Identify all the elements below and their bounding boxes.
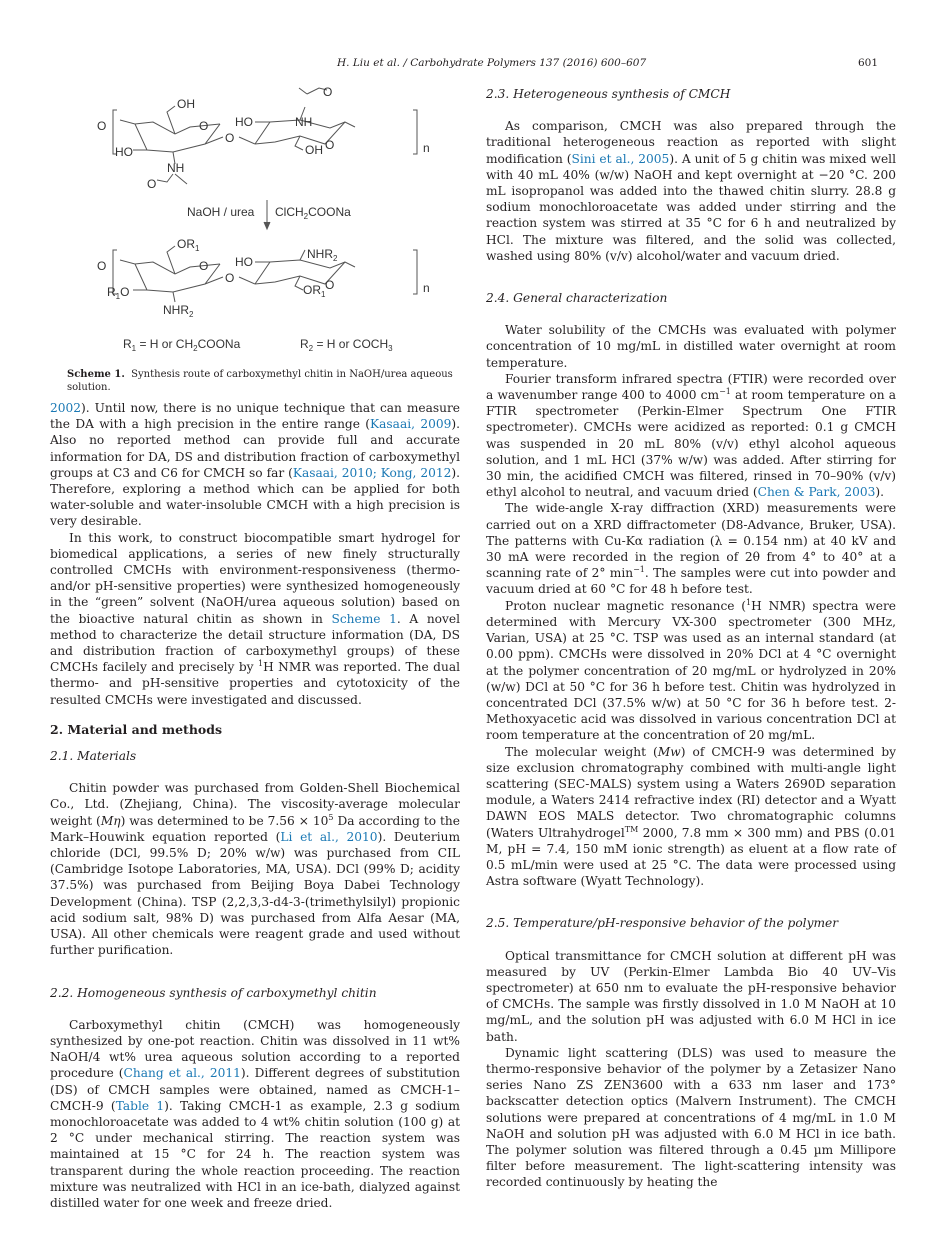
subsection-heading-homogeneous-synthesis: 2.2. Homogeneous synthesis of carboxymethyl chitin (50, 985, 377, 1000)
citation-link-chen-park-2003[interactable]: Chen & Park, 2003 (757, 485, 876, 500)
section-heading-material-methods: 2. Material and methods (50, 721, 223, 737)
heterogeneous-synthesis-paragraph: As comparison, CMCH was also prepared through the traditional heterogeneous reaction as reported with slight modification (Sini et al., 2005). A unit of 5 g chitin was mixed well with 40 mL 40% (w/w) NaOH and kept overnight at −20 °C. 200 mL isopropanol was added into the thawed chitin slurry. 28.8 g sodium monochloroacetate was added under stirring and the reaction system was stirred at 35 °C for 6 h and neutralized by HCl. The mixture was filtered, and the solid was collected, washed using 80% (v/v) alcohol/water and vacuum dried. (486, 119, 896, 263)
journal-citation: H. Liu et al. / Carbohydrate Polymers 137 (2016) 600–607 (337, 57, 647, 69)
subsection-heading-heterogeneous-synthesis: 2.3. Heterogeneous synthesis of CMCH (486, 87, 731, 101)
o-label: O (97, 119, 107, 133)
svg-text:OH: OH (177, 97, 195, 111)
svg-text:O: O (147, 177, 157, 191)
subsection-heading-materials: 2.1. Materials (50, 749, 137, 764)
svg-text:n: n (423, 141, 430, 155)
homogeneous-synthesis-paragraph: Carboxymethyl chitin (CMCH) was homogeneously synthesized by one-pot reaction. Chitin was dissolved in 11 wt% NaOH/4 wt% urea aqueous solution according to a reported procedure (Chang et al., 2011). Different degrees of substitution (DS) of CMCH samples were obtained, named as CMCH-1–CMCH-9 (Table 1). Taking CMCH-1 as example, 2.3 g sodium monochloroacetate was added to 4 wt% chitin solution (100 g) at 2 °C under mechanical stirring. The reaction system was maintained at 15 °C for 24 h. The reaction system was transparent during the whole reaction proceeding. The reaction mixture was neutralized with HCl in an ice-bath, dialyzed against distilled water for one week and freeze dried. (50, 1017, 460, 1210)
svg-text:NH: NH (167, 161, 185, 175)
svg-text:O: O (97, 259, 107, 273)
svg-text:O: O (323, 85, 333, 99)
materials-paragraph: Chitin powder was purchased from Golden-Shell Biochemical Co., Ltd. (Zhejiang, China). The viscosity-average molecular weight (Mη) was determined to be $7.56 \times 10^5$ Da according to the Mark–Houwink equation reported (Li et al., 2010). Deuterium chloride (DCl, 99.5% D; 20% w/w) was purchased from CIL (Cambridge Isotope Laboratories, MA, USA). DCl (99% D; acidity 37.5%) was purchased from Beijing Boya Dabei Technology Development (China). TSP (2,2,3,3-d4-3-(trimethylsilyl) propionic acid sodium salt, 98% D) was purchased from Alfa Aesar (MA, USA). All other chemicals were reagent grade and used without further purification. (50, 781, 461, 958)
svg-text:NHR2: $NHR_2$ (163, 303, 194, 319)
svg-text:ClCH2COONa: ClCH$_2$COONa (275, 205, 351, 221)
svg-text:O: O (199, 119, 209, 133)
svg-text:R2 = H or COCH3: $R_2 = H$ or $COCH_3$ (300, 337, 393, 353)
molecular-weight-paragraph: The molecular weight (Mw) of CMCH-9 was determined by size exclusion chromatography combined with multi-angle light scattering (SEC-MALS) system using a Waters 2690D separation module, a Waters 2414 refractive index (RI) detector and a Wyatt DAWN EOS MALS detector. Two chromatographic columns (Waters Ultrahydrogel™ 2000, 7.8 mm × 300 mm) and PBS (0.01 M, pH = 7.4, 150 mM ionic strength) as eluent at a flow rate of 0.5 mL/min were used at 25 °C. The data were processed using Astra software (Wyatt Technology). (486, 744, 897, 889)
caption-label: Scheme 1. (67, 369, 125, 380)
svg-text:O: O (199, 259, 209, 273)
caption-text: Synthesis route of carboxymethyl chitin in NaOH/urea aqueous solution. (67, 369, 453, 393)
subsection-heading-temperature-ph-behavior: 2.5. Temperature/pH-responsive behavior of the polymer (486, 916, 839, 931)
citation-link-2002[interactable]: 2002 (50, 401, 82, 415)
intro-paragraph-this-work: In this work, to construct biocompatible smart hydrogel for biomedical applications, a series of new finely structurally controlled CMCHs with environment-responsiveness (thermo- and/or pH-sensitive properties) were synthesized homogeneously in the “green” solvent (NaOH/urea aqueous solution) based on the bioactive natural chitin as shown in Scheme 1. A novel method to characterize the detail structure information (DA, DS and distribution fraction of carboxymethyl groups) of these CMCHs facilely and precisely by $^1$H NMR was reported. The dual thermo- and pH-sensitive properties and cytotoxicity of the resulted CMCHs were investigated and discussed. (50, 530, 460, 707)
svg-text:HO: HO (235, 255, 253, 269)
svg-text:R1 = H or CH2COONa: $R_1 = H$ or $CH_2COONa$ (123, 337, 241, 353)
reagent-left: NaOH / urea (187, 205, 255, 219)
citation-link-li-2010[interactable]: Li et al., 2010 (280, 829, 378, 844)
running-header (0, 57, 926, 71)
scheme-1-link[interactable]: Scheme 1 (331, 611, 397, 626)
svg-text:NH: NH (295, 115, 313, 129)
optical-transmittance-paragraph: Optical transmittance for CMCH solution at different pH was measured by UV (Perkin-Elmer Lambda Bio 40 UV–Vis spectrometer) at 650 nm to evaluate the pH-responsive behavior of CMCHs. The sample was firstly dissolved in 1.0 M NaOH at 10 mg/mL, and the solution pH was adjusted with 6.0 M HCl in ice bath. (486, 948, 896, 1044)
subsection-heading-general-characterization: 2.4. General characterization (486, 291, 668, 306)
dls-paragraph: Dynamic light scattering (DLS) was used to measure the thermo-responsive behavior of the polymer by a Zetasizer Nano series Nano ZS ZEN3600 with a 633 nm laser and 173° backscatter detection optics (Malvern Instrument). The CMCH solutions were prepared at concentrations of 4 mg/mL in 1.0 M NaOH and solution pH was adjusted with 6.0 M HCl in ice bath. The polymer solution was filtered through a 0.45 µm Millipore filter before measurement. The light-scattering intensity was recorded continuously by heating the (486, 1045, 896, 1190)
svg-text:O: O (325, 138, 335, 152)
svg-text:n: n (423, 281, 430, 295)
chitin-reaction-scheme-diagram (95, 82, 440, 357)
svg-text:OR1: $OR_1$ (303, 283, 326, 299)
svg-text:NHR2: $NHR_2$ (307, 247, 338, 263)
right-column (486, 86, 896, 1191)
page-number: 601 (858, 57, 879, 69)
svg-text:O: O (225, 271, 235, 285)
nmr-paragraph: Proton nuclear magnetic resonance ($^1$H NMR) spectra were determined with Mercury VX-300 spectrometer (300 MHz, Varian, USA) at 25 °C. TSP was used as an internal standard (at 0.00 ppm). CMCHs were dissolved in 20% DCl at 4 °C overnight at the polymer concentration of 20 mg/mL or hydrolyzed in 20% (w/w) DCl at 50 °C for 36 h before test. Chitin was hydrolyzed in concentrated DCl (37.5% w/w) at 50 °C for 36 h before test. 2-Methoxyacetic acid was dissolved in various concentration DCl at room temperature at the concentration of 20 mg/mL. (486, 597, 896, 743)
svg-text:R1O: $R_1O$ (107, 285, 130, 301)
svg-text:O: O (325, 278, 335, 292)
intro-continuation-paragraph: 2002). Until now, there is no unique technique that can measure the DA with a high precision in the entire range (Kasaai, 2009). Also no reported method can provide full and accurate information for DA, DS and distribution fraction of carboxymethyl groups at C3 and C6 for CMCH so far (Kasaai, 2010; Kong, 2012). Therefore, exploring a method which can be applied for both water-soluble and water-insoluble CMCH with a high precision is very desirable. (50, 401, 460, 529)
svg-text:O: O (225, 131, 235, 145)
svg-text:OH: OH (305, 143, 323, 157)
water-solubility-paragraph: Water solubility of the CMCHs was evaluated with polymer concentration of 10 mg/mL in distilled water overnight at room temperature. (486, 323, 896, 370)
table-1-link[interactable]: Table 1 (115, 1098, 165, 1113)
ftir-paragraph: Fourier transform infrared spectra (FTIR) were recorded over a wavenumber range 400 to 4000 $cm^{-1}$ at room temperature on a FTIR spectrometer (Perkin-Elmer Spectrum One FTIR spectrometer). CMCHs were acidized as reported: 0.1 g CMCH was suspended in 20 mL 80% (v/v) ethyl alcohol aqueous solution, and 1 mL HCl (37% w/w) was added. After stirring for 30 min, the acidified CMCH was filtered, rinsed in 70–90% (v/v) ethyl alcohol to neutral, and vacuum dried (Chen & Park, 2003). (486, 371, 896, 500)
svg-text:HO: HO (115, 145, 133, 159)
svg-text:OR1: $OR_1$ (177, 237, 200, 253)
scheme-caption (67, 368, 467, 394)
scheme-1-figure (95, 82, 440, 357)
xrd-paragraph: The wide-angle X-ray diffraction (XRD) measurements were carried out on a XRD diffractometer (D8-Advance, Bruker, USA). The patterns with Cu-Kα radiation (λ = 0.154 nm) at 40 kV and 30 mA were recorded in the region of 2θ from 4° to 40° at a scanning rate of 2° $\min^{-1}$. The samples were cut into powder and vacuum dried at 60 °C for 48 h before test. (486, 501, 896, 597)
left-column (50, 400, 460, 1211)
citation-link-chang-2011[interactable]: Chang et al., 2011 (123, 1066, 241, 1081)
citation-link-kasaai-2010-kong-2012[interactable]: Kasaai, 2010; Kong, 2012 (292, 465, 452, 480)
svg-text:HO: HO (235, 115, 253, 129)
citation-link-sini-2005[interactable]: Sini et al., 2005 (571, 151, 670, 166)
citation-link-kasaai-2009[interactable]: Kasaai, 2009 (370, 417, 452, 432)
